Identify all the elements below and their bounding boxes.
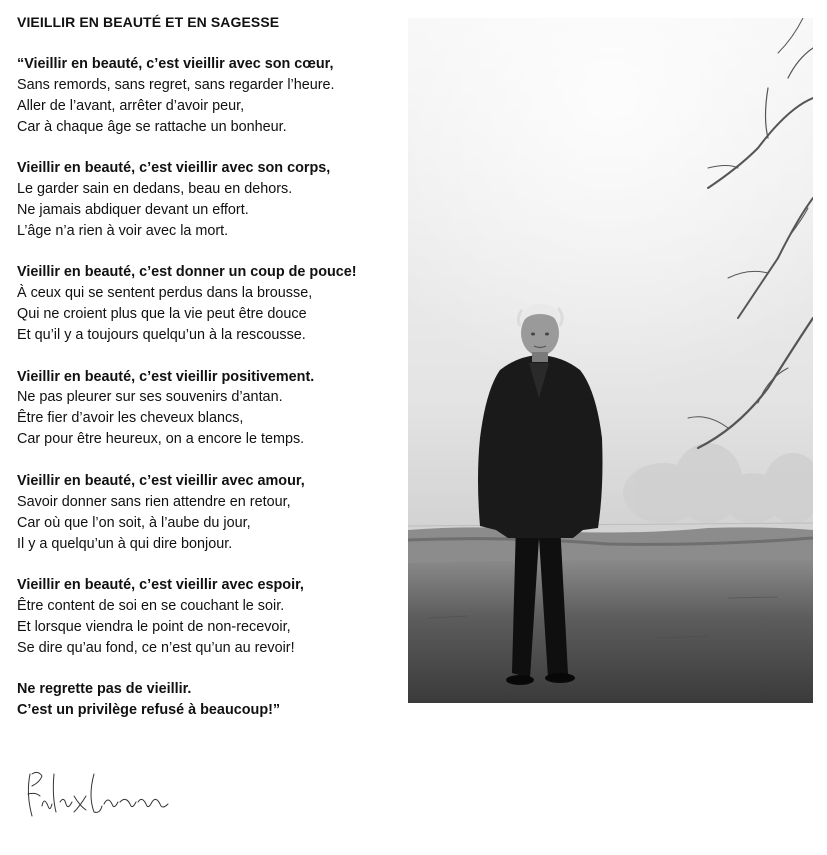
stanza-line: Vieillir en beauté, c’est vieillir positivement. — [17, 368, 315, 385]
stanza-line: Aller de l’avant, arrêter d’avoir peur, — [17, 97, 245, 114]
portrait-photo — [408, 18, 813, 703]
poem — [17, 12, 397, 742]
stanza-line: Le garder sain en dedans, beau en dehors. — [17, 181, 293, 198]
poem-title: VIEILLIR EN BEAUTÉ ET EN SAGESSE — [17, 14, 280, 30]
stanza-line: Vieillir en beauté, c’est donner un coup de pouce! — [17, 264, 357, 281]
stanza-3 — [17, 262, 397, 346]
stanza-5 — [17, 471, 397, 555]
stanza-line: Savoir donner sans rien attendre en retour, — [17, 493, 291, 510]
stanza-line: Ne jamais abdiquer devant un effort. — [17, 201, 249, 218]
closing-line: Ne regrette pas de vieillir. — [17, 681, 192, 698]
stanza-line: Être content de soi en se couchant le soir. — [17, 597, 285, 614]
stanza-line: À ceux qui se sentent perdus dans la brousse, — [17, 285, 313, 302]
man-in-field-icon — [408, 18, 813, 703]
stanza-line: Ne pas pleurer sur ses souvenirs d’antan. — [17, 389, 283, 406]
signature-icon — [22, 766, 182, 828]
stanza-line: Se dire qu’au fond, ce n’est qu’un au revoir! — [17, 639, 295, 656]
stanza-line: Qui ne croient plus que la vie peut être douce — [17, 306, 307, 323]
stanza-line: Vieillir en beauté, c’est vieillir avec son corps, — [17, 160, 331, 177]
stanza-line: Car à chaque âge se rattache un bonheur. — [17, 118, 287, 135]
stanza-6 — [17, 575, 397, 659]
stanza-4 — [17, 367, 397, 451]
stanza-line: L’âge n’a rien à voir avec la mort. — [17, 222, 229, 239]
stanza-line: Vieillir en beauté, c’est vieillir avec amour, — [17, 472, 305, 489]
stanza-2 — [17, 158, 397, 242]
stanza-line: Vieillir en beauté, c’est vieillir avec espoir, — [17, 577, 304, 593]
closing-stanza — [17, 679, 397, 721]
stanza-1 — [17, 54, 397, 138]
stanza-line: Il y a quelqu’un à qui dire bonjour. — [17, 535, 233, 552]
closing-line: C’est un privilège refusé à beaucoup!” — [17, 702, 281, 719]
stanza-line: Être fier d’avoir les cheveux blancs, — [17, 410, 244, 427]
stanza-line: Et qu’il y a toujours quelqu’un à la rescousse. — [17, 327, 306, 344]
stanza-line: Sans remords, sans regret, sans regarder l’heure. — [17, 76, 335, 93]
stanza-line: Et lorsque viendra le point de non-recevoir, — [17, 618, 291, 635]
stanza-line: “Vieillir en beauté, c’est vieillir avec son cœur, — [17, 55, 334, 72]
signature — [22, 766, 182, 833]
stanza-line: Car pour être heureux, on a encore le temps. — [17, 431, 305, 448]
stanza-line: Car où que l’on soit, à l’aube du jour, — [17, 514, 251, 531]
